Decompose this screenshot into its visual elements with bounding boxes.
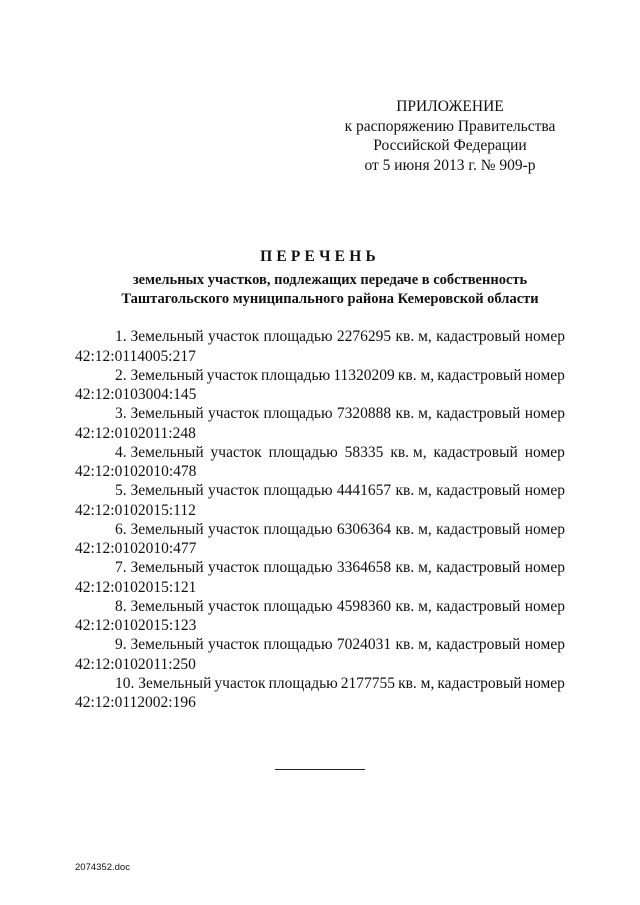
- list-item-word: номер: [524, 597, 565, 615]
- list-item-cadastral-number: 42:12:0102010:478: [75, 463, 197, 480]
- list-item-number-and-first-word: 8. Земельный: [115, 597, 204, 615]
- list-item-word: участок: [207, 328, 260, 345]
- list-item: [75, 443, 565, 482]
- list-item-number-and-first-word: 2. Земельный: [115, 366, 204, 384]
- list-item-description: [75, 635, 565, 655]
- list-item-description: [75, 327, 565, 347]
- list-item-word: кадастровый: [436, 482, 521, 499]
- list-item-word: участок: [207, 405, 260, 422]
- list-item-word: площадью: [263, 597, 333, 615]
- list-item-word: кадастровый: [436, 328, 521, 345]
- list-item-word: номер: [524, 482, 565, 499]
- list-item-word: кв. м,: [395, 328, 432, 345]
- list-item: [75, 481, 565, 520]
- list-item-number-and-first-word: 5. Земельный: [115, 482, 204, 499]
- list-item-word: площадью: [261, 366, 331, 384]
- list-item-word: номер: [524, 674, 565, 692]
- list-item-word: 6306364: [336, 520, 392, 538]
- list-item-description: [75, 481, 565, 501]
- document-subtitle: [60, 271, 600, 309]
- list-item-word: 7320888: [336, 405, 392, 422]
- list-item-word: площадью: [263, 636, 333, 653]
- appendix-heading: ПРИЛОЖЕНИЕ: [396, 98, 504, 115]
- list-item-word: кадастровый: [433, 443, 518, 461]
- list-item-cadastral-number: 42:12:0112002:196: [75, 694, 196, 711]
- list-item-number-and-first-word: 4. Земельный: [115, 443, 204, 461]
- document-title: ПЕРЕЧЕНЬ: [260, 248, 380, 265]
- list-item-cadastral-number: 42:12:0103004:145: [75, 386, 197, 403]
- subtitle-line-2: Таштагольского муниципального района Кемеровской области: [121, 291, 539, 307]
- list-item: [75, 597, 565, 636]
- list-item-word: номер: [524, 366, 565, 384]
- list-item-word: кв. м,: [397, 366, 435, 384]
- list-item: [75, 520, 565, 559]
- list-item-cadastral-number: 42:12:0102015:123: [75, 617, 197, 634]
- list-item-cadastral-number: 42:12:0102015:112: [75, 501, 196, 519]
- list-item-word: кв. м,: [395, 559, 432, 576]
- list-item-word: площадью: [268, 443, 338, 461]
- list-item: [75, 558, 565, 597]
- appendix-block: [330, 97, 570, 175]
- list-item-cadastral-number: 42:12:0102011:250: [75, 655, 196, 673]
- list-item-word: 58335: [344, 443, 384, 461]
- list-item-word: кв. м,: [395, 482, 432, 499]
- closing-divider: [275, 769, 365, 770]
- list-item-word: участок: [207, 597, 260, 615]
- list-item-description: [75, 404, 565, 424]
- list-item-number-and-first-word: 10. Земельный: [115, 674, 212, 692]
- list-item-word: участок: [207, 559, 260, 576]
- list-item-word: номер: [524, 520, 565, 538]
- appendix-government-line: Российской Федерации: [373, 137, 527, 154]
- list-item: [75, 635, 565, 674]
- list-item-word: 2276295: [336, 328, 392, 345]
- list-item-description: [75, 520, 565, 540]
- list-item-number-and-first-word: 7. Земельный: [115, 559, 204, 576]
- list-item-number-and-first-word: 9. Земельный: [115, 636, 204, 653]
- list-item-word: кадастровый: [436, 636, 521, 653]
- list-item-number-and-first-word: 3. Земельный: [115, 405, 204, 422]
- list-item-description: [75, 558, 565, 578]
- list-item-word: кадастровый: [437, 366, 522, 384]
- list-item-word: номер: [524, 443, 565, 461]
- list-item-word: номер: [524, 328, 565, 345]
- list-item-word: номер: [524, 559, 565, 576]
- footer-file-name: 2074352.doc: [75, 862, 130, 873]
- list-item-word: кв. м,: [395, 597, 432, 615]
- list-item-word: номер: [524, 636, 565, 653]
- list-item-word: площадью: [268, 674, 338, 692]
- list-item: [75, 327, 565, 366]
- list-item-word: кв. м,: [395, 405, 432, 422]
- list-item-word: кв. м,: [395, 636, 432, 653]
- list-item: [75, 674, 565, 713]
- list-item-number-and-first-word: 6. Земельный: [115, 520, 204, 538]
- list-item-word: кадастровый: [436, 520, 521, 538]
- list-item-word: участок: [210, 443, 262, 461]
- list-item: [75, 404, 565, 443]
- list-item-word: площадью: [263, 559, 333, 576]
- list-item-cadastral-number: 42:12:0102010:477: [75, 540, 197, 557]
- list-item-number-and-first-word: 1. Земельный: [115, 328, 204, 345]
- list-item-word: участок: [214, 674, 266, 692]
- list-item-word: номер: [524, 405, 565, 422]
- list-item-word: площадью: [263, 482, 333, 499]
- list-item-word: 4441657: [336, 482, 392, 499]
- list-item-description: [75, 366, 565, 386]
- list-item-word: 3364658: [336, 559, 392, 576]
- list-item-word: кв. м,: [390, 443, 427, 461]
- list-item-cadastral-number: 42:12:0114005:217: [75, 347, 196, 365]
- list-item-word: кадастровый: [436, 597, 521, 615]
- land-plot-list: [75, 327, 565, 712]
- list-item-word: участок: [207, 520, 260, 538]
- list-item-cadastral-number: 42:12:0102011:248: [75, 424, 196, 442]
- list-item-description: [75, 443, 565, 463]
- list-item-word: площадью: [263, 328, 333, 345]
- list-item-description: [75, 597, 565, 617]
- list-item-word: площадью: [263, 405, 333, 422]
- list-item-word: участок: [207, 482, 260, 499]
- list-item-word: участок: [207, 636, 260, 653]
- list-item-word: кадастровый: [436, 559, 521, 576]
- list-item-description: [75, 674, 565, 694]
- list-item-cadastral-number: 42:12:0102015:121: [75, 578, 197, 596]
- list-item-word: площадью: [263, 520, 333, 538]
- list-item-word: 4598360: [336, 597, 392, 615]
- list-item-word: кв. м,: [398, 674, 435, 692]
- list-item: [75, 366, 565, 405]
- list-item-word: участок: [206, 366, 258, 384]
- list-item-word: 7024031: [336, 636, 392, 653]
- appendix-order-line: к распоряжению Правительства: [344, 117, 556, 135]
- list-item-word: 2177755: [340, 674, 396, 692]
- subtitle-line-1: земельных участков, подлежащих передаче в собственность: [132, 272, 528, 288]
- list-item-word: кадастровый: [437, 674, 522, 692]
- list-item-word: кв. м,: [395, 520, 432, 538]
- list-item-word: 11320209: [333, 366, 395, 384]
- list-item-word: кадастровый: [436, 405, 521, 422]
- appendix-date-line: от 5 июня 2013 г. № 909-р: [364, 156, 536, 174]
